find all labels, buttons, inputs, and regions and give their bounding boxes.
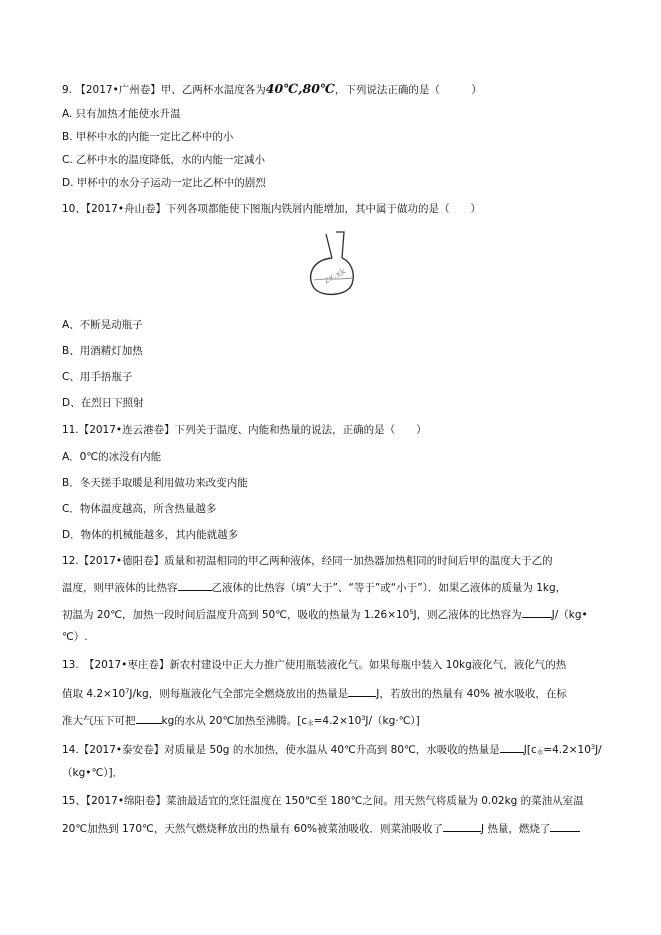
q13-blank-1[interactable] bbox=[348, 685, 376, 697]
q13-line-3 bbox=[62, 711, 420, 730]
q14-l1a: 14.【2017•泰安卷】对质量是 50g 的水加热，使水温从 40℃升高到 80℃，水吸收的热量是 bbox=[62, 744, 500, 756]
flask-watermark: zx.xk bbox=[322, 266, 349, 287]
q9-option-a: A. 只有加热才能使水升温 bbox=[62, 108, 181, 120]
q12-blank-1[interactable] bbox=[178, 579, 212, 591]
q15-line-2 bbox=[62, 820, 580, 836]
q11-option-d: D．物体的机械能越多，其内能就越多 bbox=[62, 529, 239, 541]
q12-l3-exponent: 5 bbox=[409, 608, 414, 616]
q15-l2a: 20℃加热到 170℃，天然气燃烧释放出的热量有 60%被菜油吸收．则菜油吸收了 bbox=[62, 823, 443, 835]
q9-temps: 40℃,80℃ bbox=[265, 81, 335, 96]
q15-blank-2[interactable] bbox=[550, 820, 580, 832]
q13-l2a: 值取 4.2×10 bbox=[62, 688, 126, 700]
q13-l2b: J/kg，则每瓶液化气全部完全燃烧放出的热量是 bbox=[129, 688, 349, 700]
q10-option-d: D、在烈日下照射 bbox=[62, 397, 144, 409]
q11-option-a: A．0℃的冰没有内能 bbox=[62, 451, 162, 463]
q14-l1c: =4.2×10 bbox=[543, 744, 591, 756]
q9-option-c: C. 乙杯中水的温度降低，水的内能一定减小 bbox=[62, 154, 266, 166]
q9-prefix: 9. 【2017•广州卷】甲、乙两杯水温度各为 bbox=[62, 84, 266, 96]
q11-stem: 11.【2017•连云港卷】下列关于温度、内能和热量的说法，正确的是（ ） bbox=[62, 424, 427, 436]
q14-l1d: J/ bbox=[595, 744, 602, 756]
q11-option-c: C．物体温度越高，所含热量越多 bbox=[62, 503, 217, 515]
q13-l3c: =4.2×10 bbox=[313, 715, 362, 727]
q15-blank-1[interactable] bbox=[443, 820, 481, 832]
q13-l2-exponent: 7 bbox=[125, 687, 130, 695]
q11-option-b: B．冬天搓手取暖是利用做功来改变内能 bbox=[62, 477, 248, 489]
q12-line-1: 12.【2017•德阳卷】质量和初温相同的甲乙两种液体，经同一加热器加热相同的时间后甲的温度大于乙的 bbox=[62, 555, 553, 567]
q9-option-b: B. 甲杯中水的内能一定比乙杯中的小 bbox=[62, 131, 234, 143]
q10-option-b: B、用酒精灯加热 bbox=[62, 345, 143, 357]
q9-suffix: ，下列说法正确的是（ ） bbox=[334, 84, 482, 96]
q13-blank-2[interactable] bbox=[136, 712, 162, 724]
q14-line-1 bbox=[62, 740, 602, 759]
q14-l1b: J[c bbox=[523, 744, 537, 756]
q13-l3-exponent: 3 bbox=[361, 714, 366, 722]
q10-option-c: C、用手捂瓶子 bbox=[62, 371, 133, 383]
q12-l3a: 初温为 20℃，加热一段时间后温度升高到 50℃，吸收的热量为 1.26×10 bbox=[62, 609, 410, 621]
q14-l1-exponent: 3 bbox=[590, 743, 596, 751]
q12-line-2 bbox=[62, 579, 566, 595]
q12-l2b: 乙液体的比热容（填“大于”、“等于”或“小于”）．如果乙液体的质量为 1kg， bbox=[211, 582, 567, 594]
q12-l3b: J，则乙液体的比热容为 bbox=[413, 609, 522, 621]
q13-l3-subscript: 水 bbox=[307, 719, 314, 727]
q12-l2a: 温度，则甲液体的比热容 bbox=[62, 582, 178, 594]
q12-l3c: J/（kg• bbox=[551, 609, 588, 621]
q14-blank-1[interactable] bbox=[500, 741, 524, 753]
q9-stem bbox=[62, 82, 482, 97]
q13-l3b: kg的水从 20℃加热至沸腾。[c bbox=[161, 715, 308, 727]
q13-l2c: J，若放出的热量有 40% 被水吸收，在标 bbox=[376, 688, 567, 700]
q12-blank-2[interactable] bbox=[522, 606, 552, 618]
flask-figure bbox=[292, 228, 370, 300]
q13-l3d: J/（kg·℃）] bbox=[365, 715, 420, 727]
q12-line-3 bbox=[62, 605, 588, 622]
q13-line-2 bbox=[62, 684, 567, 701]
q9-option-d: D. 甲杯中的水分子运动一定比乙杯中的剧烈 bbox=[62, 177, 266, 189]
q12-line-4: ℃）. bbox=[62, 631, 88, 643]
q10-stem: 10、【2017•舟山卷】下列各项都能使下图瓶内铁屑内能增加，其中属于做功的是（ ） bbox=[62, 203, 482, 215]
q13-line-1: 13. 【2017•枣庄卷】新农村建设中正大力推广使用瓶装液化气。如果每瓶中装入 10kg液化气，液化气的热 bbox=[62, 659, 567, 671]
q13-l3a: 准大气压下可把 bbox=[62, 715, 136, 727]
q10-option-a: A、不断晃动瓶子 bbox=[62, 319, 143, 331]
q15-l2b: J 热量，燃烧了 bbox=[481, 823, 551, 835]
q14-line-2: （kg•℃）]． bbox=[62, 767, 124, 779]
q15-line-1: 15、【2017•绵阳卷】菜油最适宜的烹饪温度在 150℃至 180℃之间。用天然气将质量为 0.02kg 的菜油从室温 bbox=[62, 795, 584, 807]
q14-l1-subscript: 水 bbox=[536, 748, 544, 756]
